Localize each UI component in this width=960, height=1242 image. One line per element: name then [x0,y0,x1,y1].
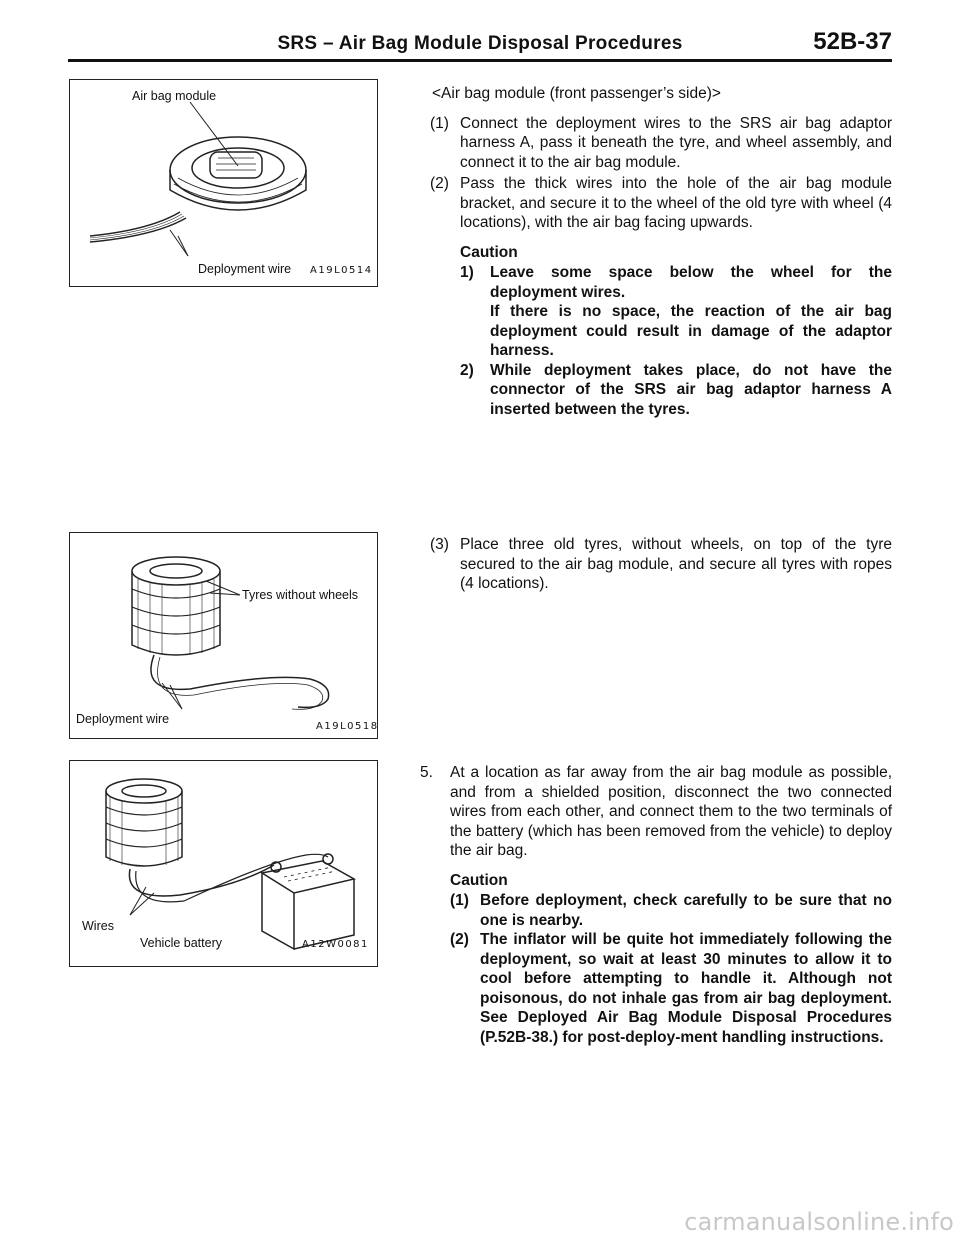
figure-code: A19L0518 [316,721,379,732]
caution-box [430,243,892,420]
step-3 [430,535,892,594]
label-air-bag-module: Air bag module [132,89,217,103]
label-deployment-wire: Deployment wire [76,712,170,726]
battery-illustration [70,761,377,966]
step-number: (1) [430,114,449,132]
caution-text: Before deployment, check carefully to be sure that no one is nearby. [480,892,892,929]
section-front-passenger [420,84,892,419]
label-vehicle-battery: Vehicle battery [140,936,222,950]
tyre-airbag-illustration [70,80,377,286]
caution-number: 2) [460,361,474,379]
label-tyres-without-wheels: Tyres without wheels [242,588,359,602]
caution-text: Leave some space below the wheel for the deployment wires. [490,264,892,301]
header-rule [68,59,892,62]
section-deployment [420,763,892,1047]
caution-number: (1) [450,892,469,909]
caution-item [460,263,892,361]
caution-item [450,891,892,930]
page-title: SRS – Air Bag Module Disposal Procedures [277,33,683,54]
caution-text: While deployment takes place, do not have the connector of the SRS air bag adaptor harness A inserted between the tyres. [490,361,892,418]
caution-item [460,361,892,420]
label-deployment-wire: Deployment wire [198,262,292,276]
caution-number: 1) [460,264,474,281]
step-number: (2) [430,175,449,192]
step-text: Place three old tyres, without wheels, on top of the tyre secured to the air bag module, and secure all tyres with ropes (4 locations). [460,536,892,592]
page-number: 52B-37 [813,28,892,55]
label-wires: Wires [82,919,114,933]
figure-airbag-module-on-tyre [69,79,378,287]
step-1 [430,114,892,173]
section-tyre-stack [420,535,892,596]
figure-code: A19L0514 [310,265,373,276]
step-text: Connect the deployment wires to the SRS air bag adaptor harness A, pass it beneath the tyre, and wheel assembly, and connect it to the air bag module. [460,114,892,171]
step-text: Pass the thick wires into the hole of the air bag module bracket, and secure it to the wheel of the old tyre with wheel (4 locations), with the air bag facing upwards. [460,175,892,231]
caution-box [420,871,892,1048]
tyre-stack-illustration [70,533,377,738]
caution-title: Caution [450,871,508,889]
figure-code: A12W0081 [302,939,369,950]
caution-item [450,930,892,1047]
caution-number: (2) [450,931,469,948]
caution-title: Caution [460,243,518,261]
step-text: At a location as far away from the air bag module as possible, and from a shielded position, disconnect the two connected wires from each other, and connect them to the two terminals of the battery (which has been removed from the vehicle) to deploy the air bag. [450,764,892,859]
figure-battery-connection [69,760,378,967]
watermark: carmanualsonline.info [684,1208,954,1236]
step-2 [430,174,892,233]
caution-text-2: If there is no space, the reaction of the air bag deployment could result in damage of the adaptor harness. [490,303,892,359]
figure-tyres-stacked [69,532,378,739]
step-5 [420,763,892,861]
caution-text: The inflator will be quite hot immediately following the deployment, so wait at least 30 minutes to allow it to cool before attempting to handle it. Although not poisonous, do not inhale gas from air bag deployment. See Deployed Air Bag Module Disposal Procedures (P.52B-38.) for post-deploy-ment handling instructions. [480,931,892,1046]
step-number: (3) [430,536,449,553]
section-heading: <Air bag module (front passenger’s side)> [432,85,721,102]
step-number: 5. [420,764,433,781]
